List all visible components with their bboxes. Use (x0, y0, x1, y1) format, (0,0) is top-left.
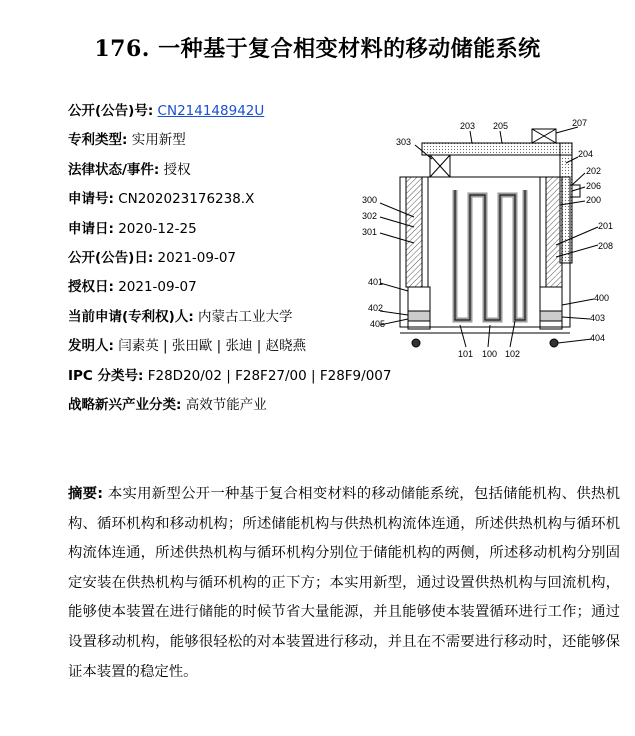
field-ipc (68, 365, 408, 394)
field-value: CN202023176238.X (118, 191, 255, 208)
ref-label: 203 (460, 121, 476, 131)
ref-label: 401 (368, 277, 384, 287)
ref-label: 208 (598, 241, 614, 251)
abstract-label: 摘要: (68, 486, 104, 502)
field-label: IPC 分类号: (68, 367, 144, 384)
ref-label: 207 (572, 118, 588, 128)
field-value: 高效节能产业 (185, 396, 267, 413)
field-patent-type (68, 129, 408, 158)
field-industry-class (68, 394, 408, 423)
field-inventors (68, 335, 408, 364)
ref-label: 206 (586, 181, 602, 191)
field-value: F28D20/02 | F28F27/00 | F28F9/007 (147, 367, 392, 384)
patent-fields (68, 100, 408, 423)
field-value: 闫素英 | 张田歐 | 张迪 | 赵晓燕 (118, 338, 307, 355)
ref-label: 100 (482, 349, 498, 359)
field-value: 实用新型 (131, 132, 186, 149)
ref-label: 300 (362, 195, 378, 205)
ref-label: 404 (590, 333, 606, 343)
ref-label: 303 (396, 137, 412, 147)
field-grant-date (68, 276, 408, 305)
field-label: 法律状态/事件: (68, 161, 160, 178)
field-label: 申请号: (68, 191, 114, 208)
field-application-number (68, 188, 408, 217)
page-title: 176. 一种基于复合相变材料的移动储能系统 (94, 36, 541, 62)
field-label: 战略新兴产业分类: (68, 396, 182, 413)
ref-label: 202 (586, 166, 602, 176)
abstract-text: 本实用新型公开一种基于复合相变材料的移动储能系统，包括储能机构、供热机构、循环机构和移动机构；所述储能机构与供热机构流体连通，所述供热机构与循环机构流体连通，所述供热机构与循环机构分别位于储能机构的两侧，所述移动机构分别固定安装在供热机构与循环机构的正下方；本实用新型，通过设置供热机构与回流机构，能够使本装置在进行储能的时候节省大量能源，并且能够使本装置循环进行工作；通过设置移动机构，能够很轻松的对本装置进行移动，并且在不需要进行移动时，还能够保证本装置的稳定性。 (68, 486, 620, 680)
ref-label: 400 (594, 293, 610, 303)
ref-label: 302 (362, 211, 378, 221)
field-label: 发明人: (68, 338, 114, 355)
patent-drawing (360, 115, 620, 360)
ref-label: 301 (362, 227, 378, 237)
ref-label: 405 (370, 319, 386, 329)
field-value: 内蒙古工业大学 (198, 308, 293, 325)
field-label: 公开(公告)日: (68, 249, 154, 266)
field-application-date (68, 218, 408, 247)
field-value: 2021-09-07 (157, 249, 237, 266)
field-publication-date (68, 247, 408, 276)
field-label: 申请日: (68, 220, 114, 237)
ref-label: 403 (590, 313, 606, 323)
ref-label: 205 (493, 121, 509, 131)
ref-label: 200 (586, 195, 602, 205)
ref-label: 402 (368, 303, 384, 313)
ref-label: 201 (598, 221, 614, 231)
ref-label: 102 (505, 349, 521, 359)
field-publication-number (68, 100, 408, 129)
field-value: 授权 (163, 161, 191, 178)
field-value: 2021-09-07 (118, 279, 197, 296)
field-applicant (68, 306, 408, 335)
field-value: 2020-12-25 (118, 220, 197, 237)
field-label: 专利类型: (68, 132, 128, 149)
ref-label: 101 (458, 349, 474, 359)
ref-label: 204 (578, 149, 594, 159)
publication-number-link[interactable]: CN214148942U (157, 103, 265, 119)
abstract (68, 480, 620, 687)
field-label: 授权日: (68, 279, 114, 296)
field-label: 当前申请(专利权)人: (68, 308, 194, 325)
field-legal-status (68, 159, 408, 188)
field-label: 公开(公告)号: (68, 103, 154, 119)
